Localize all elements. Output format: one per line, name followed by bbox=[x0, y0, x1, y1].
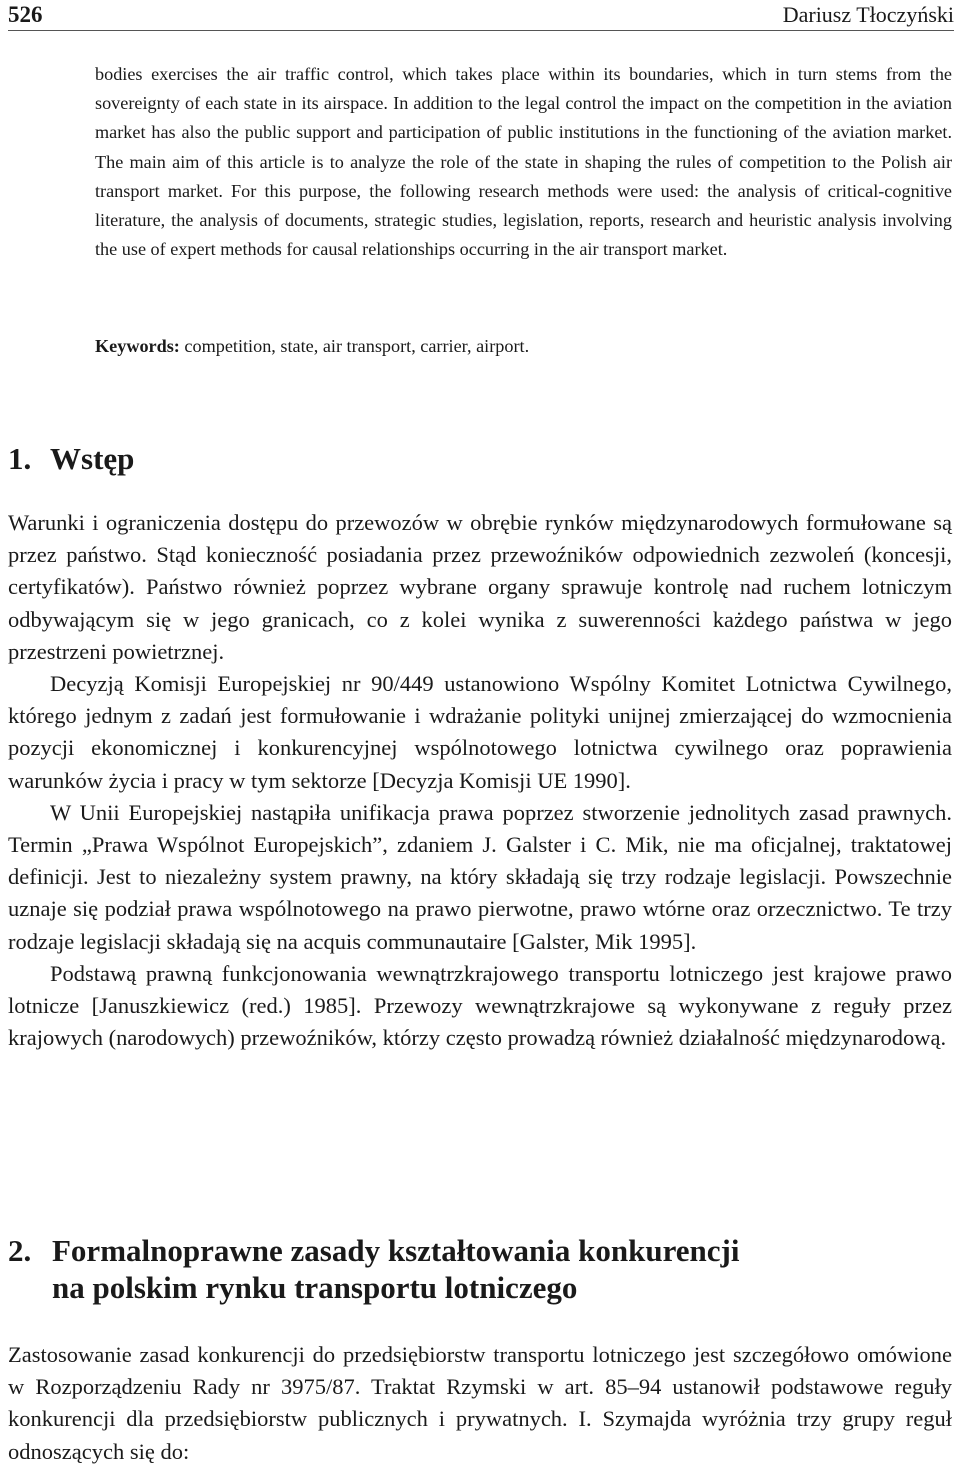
abstract bbox=[95, 60, 952, 264]
page-number: 526 bbox=[8, 2, 43, 27]
paragraph: Decyzją Komisji Europejskiej nr 90/449 ustanowiono Wspólny Komitet Lotnictwa Cywilnego, którego jednym z zadań jest formułowanie i wdrażanie polityki unijnej zmierzającej do wzmocnienia pozycji ekonomicznej i konkurencyjnej wspólnotowego lotnictwa cywilnego oraz poprawienia warunków życia i pracy w tym sektorze [Decyzja Komisji UE 1990]. bbox=[8, 671, 952, 793]
section-title-line-1: Formalnoprawne zasady kształtowania konkurencji bbox=[52, 1233, 740, 1268]
section-number: 1. bbox=[8, 441, 32, 476]
paragraph: Warunki i ograniczenia dostępu do przewozów w obrębie rynków międzynarodowych formułowane są przez państwo. Stąd konieczność posiadania przez przewoźników odpowiednich zezwoleń (koncesji, certyfikatów). Państwo również poprzez wybrane organy sprawuje kontrolę nad ruchem lotniczym odbywającym się w jego granicach, co z kolei wynika z suwerenności każdego państwa w jego przestrzeni powietrznej. bbox=[8, 510, 952, 664]
running-author: Dariusz Tłoczyński bbox=[782, 2, 954, 27]
paragraph: W Unii Europejskiej nastąpiła unifikacja prawa poprzez stworzenie jednolitych zasad prawnych. Termin „Prawa Wspólnot Europejskich”, zdaniem J. Galster i C. Mik, nie ma oficjalnej, traktatowej definicji. Jest to niezależny system prawny, na który składają się trzy rodzaje legislacji. Powszechnie uznaje się podział prawa wspólnotowego na prawo pierwotne, prawo wtórne oraz orzecznictwo. Te trzy rodzaje legislacji składają się na acquis communautaire [Galster, Mik 1995]. bbox=[8, 799, 952, 954]
keywords-list: competition, state, air transport, carrier, airport. bbox=[179, 336, 530, 356]
section-1-body bbox=[8, 507, 952, 1054]
paragraph: Podstawą prawną funkcjonowania wewnątrzkrajowego transportu lotniczego jest krajowe prawo lotnicze [Januszkiewicz (red.) 1985]. Przewozy wewnątrzkrajowe są wykonywane z reguły przez krajowych (narodowych) przewoźników, którzy często prowadzą również działalność międzynarodową. bbox=[8, 960, 952, 1051]
section-2-body bbox=[8, 1339, 952, 1468]
abstract-text: bodies exercises the air traffic control, which takes place within its boundaries, which in turn stems from the sovereignty of each state in its airspace. In addition to the legal control the impact on the competition in the aviation market has also the public support and participation of public institutions in the functioning of the aviation market. The main aim of this article is to analyze the role of the state in shaping the rules of competition to the Polish air transport market. For this purpose, the following research methods were used: the analysis of critical-cognitive literature, the analysis of documents, strategic studies, legislation, reports, research and heuristic analysis involving the use of expert methods for causal relationships occurring in the air transport market. bbox=[95, 64, 952, 260]
keywords-label: Keywords: bbox=[95, 336, 180, 356]
section-title: Wstęp bbox=[50, 441, 135, 476]
paragraph: Zastosowanie zasad konkurencji do przedsiębiorstw transportu lotniczego jest szczegółowo omówione w Rozporządzeniu Rady nr 3975/87. Traktat Rzymski w art. 85–94 ustanowił podstawowe reguły konkurencji dla przedsiębiorstw publicznych i prywatnych. I. Szymajda wyróżnia trzy grupy reguł odnoszących się do: bbox=[8, 1342, 952, 1464]
section-heading-1 bbox=[8, 440, 952, 477]
section-title-line-2: na polskim rynku transportu lotniczego bbox=[52, 1270, 578, 1305]
keywords-line bbox=[95, 332, 952, 361]
section-heading-2 bbox=[8, 1232, 952, 1306]
section-number: 2. bbox=[8, 1233, 32, 1268]
running-header bbox=[8, 0, 954, 31]
